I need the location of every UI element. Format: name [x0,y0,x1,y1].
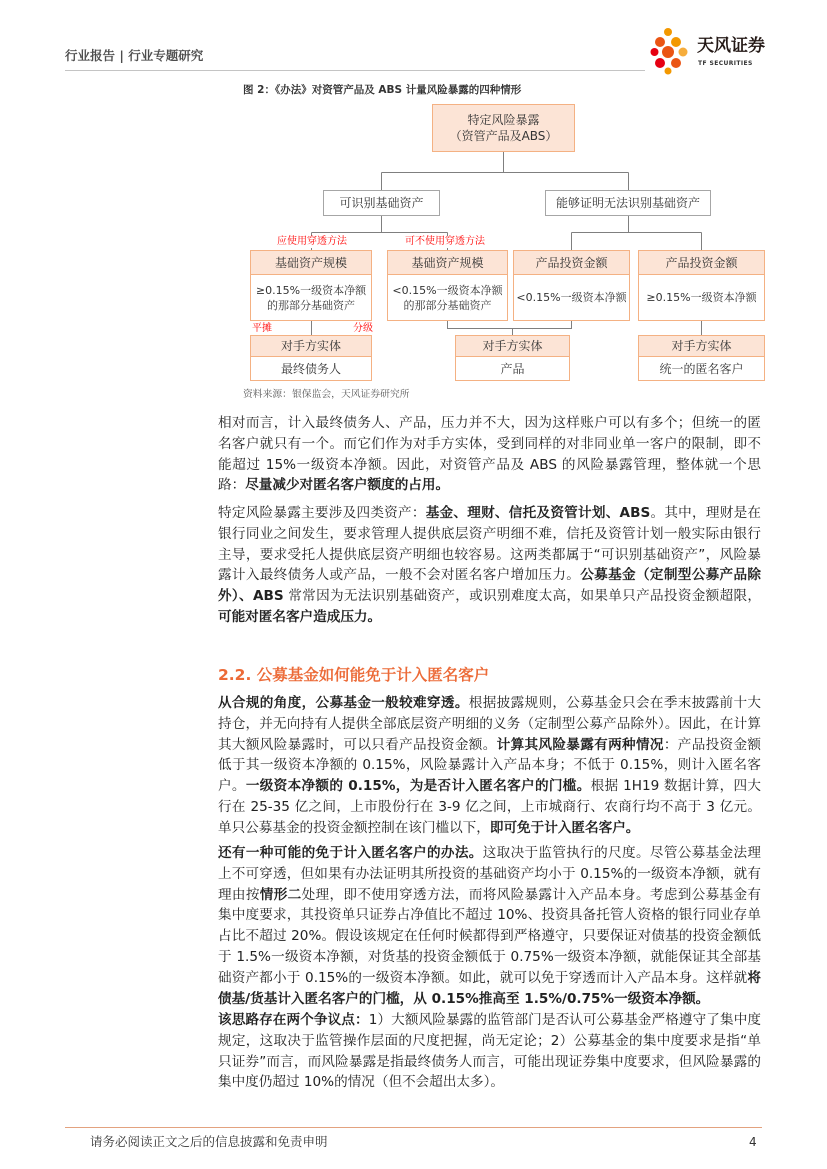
label-may-skip-look-through: 可不使用穿透方法 [405,236,485,247]
paragraph-text: ：产品投资金额低于其一级资本净额的 0.15%，风险暴露计入产品本身；不低于 0.15%，则计入匿名客户。 [218,736,762,795]
connector-measures-2-3-join [448,321,572,329]
counterparty-3-value: 统一的匿名客户 [638,356,765,381]
figure-caption: 图 2：《办法》对资管产品及 ABS 计量风险暴露的四种情形 [243,84,522,96]
footer-divider [65,1127,762,1128]
root-box-subtitle: （资管产品及ABS） [449,129,558,143]
paragraph-text: 。其中，理财是在银行同业之间发生，要求管理人提供底层资产明细不难，信托及资管计划一般实际由银行主导，要求受托人提供底层资产明细也较容易。这两类都属于“可识别基础资产”，风险暴露计入最终债务人或产品，一般不会对匿名客户增加压力。 [218,505,762,584]
paragraph-text: 1）大额风险暴露的监管部门是否认可公募基金严格遵守了集中度规定，这取决于监管操作层面的尺度把握，尚无定论；2）公募基金的集中度要求是指“单只证券”而言，而风险暴露是指最终债务人而言，可能出现证券集中度要求，但风险暴露的集中度仍超过 10%的情况（但不会超出太多）。 [218,1012,761,1091]
paragraph-emphasis: 计算其风险暴露有两种情况 [496,736,664,753]
paragraph-emphasis: 还有一种可能的免于计入匿名客户的办法。 [218,845,483,861]
paragraph-emphasis: 可能对匿名客户造成压力。 [218,608,382,625]
counterparty-3-title: 对手方实体 [638,335,765,357]
footer-disclaimer: 请务必阅读正文之后的信息披露和免责申明 [90,1134,328,1149]
root-box-title: 特定风险暴露 [467,113,540,127]
label-tranched: 分级 [353,323,373,334]
paragraph-4 [218,843,761,1009]
page-number: 4 [749,1135,757,1149]
paragraph-emphasis: 一级资本净额的 0.15%，为是否计入匿名客户的门槛。 [245,778,591,795]
measure-1-body [250,274,372,321]
counterparty-1-title: 对手方实体 [250,335,372,357]
counterparty-2-value: 产品 [455,356,570,381]
report-category: 行业报告 | 行业专题研究 [65,48,204,63]
measure-4-title: 产品投资金额 [638,250,765,275]
paragraph-text: 相对而言，计入最终债务人、产品，压力并不大，因为这样账户可以有多个；但统一的匿名客户就只有一个。而它们作为对手方实体，受到同样的对非同业单一客户的限制，即不能超过 15%一级资本净额。因此，对资管产品及 ABS 的风险暴露管理，整体就一个思路： [218,415,761,494]
measure-3-body [513,274,630,321]
brand-name: 天风证券 [697,36,765,56]
paragraph-emphasis: 将债基/货基计入匿名客户的门槛，从 0.15%推高至 1.5%/0.75%一级资本净额。 [218,969,761,1007]
measure-2-line-1: <0.15%一级资本净额 [392,283,503,297]
paragraph-text: 根据披露规则，公募基金只会在季末披露前十大持仓，并无向持有人提供全部底层资产明细的义务（定制型公募产品除外）。因此，在计算其大额风险暴露时，可以只看产品投资金额。 [218,695,762,753]
paragraph-text: 这取决于监管执行的尺度。尽管公募基金法理上不可穿透，但如果有办法证明其所投资的基础资产均小于 0.15%的一级资本净额，就有理由按 [218,845,761,903]
paragraph-text: 常常因为无法识别基础资产，或识别难度太高，如果单只产品投资金额超限， [283,588,762,605]
figure-source: 资料来源：银保监会，天风证券研究所 [243,389,410,400]
paragraph-text: 特定风险暴露主要涉及四类资产： [218,505,426,521]
counterparty-1-value: 最终债务人 [250,356,372,381]
paragraph-emphasis: 该思路存在两个争议点： [218,1012,369,1028]
paragraph-3 [218,693,761,839]
paragraph-text: 处理，即不使用穿透方法，而将风险暴露计入产品本身。考虑到公募基金有集中度要求，其投资单只证券占净值比不超过 10%、投资具备托管人资格的银行同业存单占比不超过 20%。假设该规定在任何时候都得到严格遵守，只要保证对债基的投资金额低于 1.5%一级资本净额，对货基的投资金额低于 0.75%一级资本净额，就能保证其全部基础资产都小于 0.15%的一级资本净额。如此，就可以免于穿透而计入产品本身。这样就 [218,886,762,986]
measure-4-line-1: ≥0.15%一级资本净额 [646,291,757,304]
paragraph-2 [218,503,761,628]
root-box-specific-risk [432,104,575,152]
measure-1-line-2: 的那部分基础资产 [267,298,355,312]
paragraph-1 [218,413,761,496]
branch-identifiable-assets: 可识别基础资产 [323,190,440,216]
measure-1-line-1: ≥0.15%一级资本净额 [255,283,367,297]
paragraph-emphasis: 从合规的角度，公募基金一般较难穿透。 [218,695,469,711]
measure-4-body [638,274,765,321]
measure-1-title: 基础资产规模 [250,250,372,275]
label-pro-rata: 平摊 [252,323,272,334]
measure-2-title: 基础资产规模 [387,250,508,275]
paragraph-5 [218,1010,761,1093]
measure-2-body [387,274,508,321]
paragraph-text: 根据 1H19 数据计算，四大行在 25-35 亿之间，上市股份行在 3-9 亿之间，上市城商行、农商行均不高于 3 亿元。单只公募基金的投资金额控制在该门槛以下， [218,778,762,836]
paragraph-emphasis: 基金、理财、信托及资管计划、ABS [425,505,651,521]
brand-name-en: TF SECURITIES [698,60,753,67]
section-heading: 2.2. 公募基金如何能免于计入匿名客户 [218,666,490,684]
paragraph-emphasis: 即可免于计入匿名客户。 [489,819,640,836]
measure-2-line-2: 的那部分基础资产 [403,298,492,312]
measure-3-line-1: <0.15%一级资本净额 [516,291,627,304]
counterparty-2-title: 对手方实体 [455,335,570,357]
label-must-look-through: 应使用穿透方法 [277,236,347,247]
paragraph-emphasis: 情形二 [259,886,302,903]
paragraph-emphasis: 公募基金（定制型公募产品除外）、ABS [218,567,762,605]
measure-3-title: 产品投资金额 [513,250,630,275]
paragraph-emphasis: 尽量减少对匿名客户额度的占用。 [245,477,450,494]
branch-unidentifiable-assets: 能够证明无法识别基础资产 [545,190,711,216]
